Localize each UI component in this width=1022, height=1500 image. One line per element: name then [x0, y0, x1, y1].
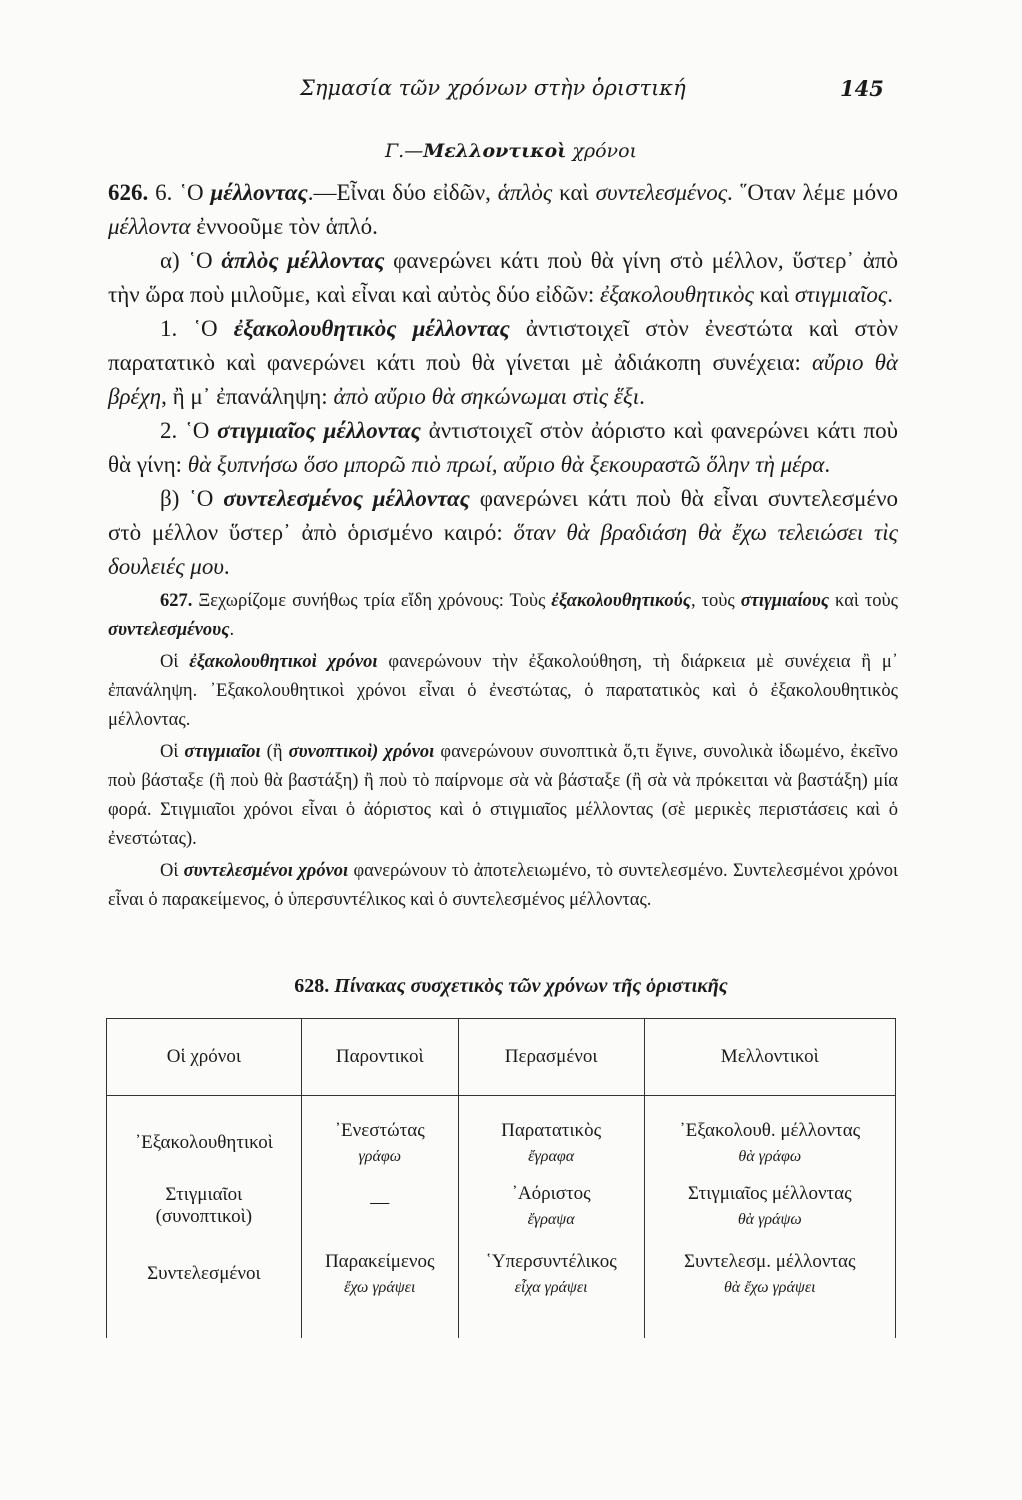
text-run: . — [824, 452, 831, 477]
text-run: 6. ῾Ο — [148, 180, 211, 205]
header-cell: Περασμένοι — [458, 1019, 644, 1096]
tense-name: ᾽Εξακολουθ. μέλλοντας — [679, 1120, 861, 1141]
term: στιγμιαῖος μέλλοντας — [217, 418, 421, 443]
term: συντελεσμένοι χρόνοι — [183, 861, 349, 881]
tense-name: ᾽Ενεστώτας — [334, 1120, 425, 1141]
text-run: καὶ — [552, 180, 596, 205]
text-run: ἀντιστοιχεῖ στὸν ἀόριστο καὶ φανερώνει κάτι ποὺ θὰ γίνη: — [108, 418, 898, 477]
term: στιγμιαῖοι — [184, 742, 261, 762]
row-label: Συντελεσμένοι — [147, 1263, 261, 1284]
header-cell: Μελλοντικοὶ — [644, 1019, 895, 1096]
text-run: φανερώνουν τὸ ἀποτελειωμένο, τὸ συντελεσμένο. Συντελεσμένοι χρόνοι εἶναι ὁ παρακείμενος, ὁ ὑπερσυντέλικος καὶ ὁ συντελεσμένος μέλλοντας. — [108, 861, 898, 910]
paragraph-627-perfect — [108, 857, 898, 915]
example: ἀπὸ αὔριο θὰ σηκώνωμαι στὶς ἕξι — [333, 384, 640, 409]
paragraph-2 — [108, 414, 898, 482]
text-run: καὶ — [753, 282, 795, 307]
text-run: Οἱ — [160, 742, 185, 762]
table-row — [107, 1240, 896, 1338]
term: στιγμιαῖος — [794, 282, 888, 307]
paragraph-627 — [108, 587, 898, 645]
table-cell — [301, 1096, 458, 1173]
tense-example: θὰ γράφω — [738, 1148, 802, 1165]
tense-name: Συντελεσμ. μέλλοντας — [683, 1251, 856, 1272]
table-caption — [0, 975, 1022, 998]
text-run: . — [223, 554, 230, 579]
table-cell — [458, 1096, 644, 1173]
running-head-title: Σημασία τῶν χρόνων στὴν ὁριστική — [300, 76, 686, 100]
term: μέλλοντας — [210, 180, 308, 205]
table-cell — [301, 1172, 458, 1240]
table-cell — [301, 1240, 458, 1338]
table-row — [107, 1172, 896, 1240]
running-head — [0, 76, 1022, 106]
table-cell — [458, 1172, 644, 1240]
body-text — [108, 176, 898, 915]
term: συντελεσμένους — [108, 620, 230, 640]
section-heading-prefix: Γ.— — [384, 140, 424, 162]
example: θὰ ξυπνήσω ὅσο μπορῶ πιὸ πρωί, αὔριο θὰ ξεκουραστῶ ὅλην τὴ μέρα — [187, 452, 825, 477]
text-run: .—Εἶναι δύο εἰδῶν, — [307, 180, 498, 205]
text-run: 2. ῾Ο — [160, 418, 218, 443]
section-heading — [0, 140, 1022, 162]
term: ἐξακολουθητικὸς — [600, 282, 754, 307]
table-cell — [644, 1240, 895, 1338]
row-label-cell — [107, 1240, 302, 1338]
tense-example: ἔγραφα — [528, 1148, 575, 1165]
table-header-row — [107, 1019, 896, 1096]
term: συνοπτικοὶ) — [288, 742, 379, 762]
text-run: ἀντιστοιχεῖ στὸν ἐνεστώτα καὶ στὸν παρατατικὸ καὶ φανερώνει κάτι ποὺ θὰ γίνεται μὲ ἀδιάκοπη συνέχεια: — [108, 316, 898, 375]
section-heading-bold: Μελλοντικοὶ — [423, 140, 567, 162]
term: συντελεσμένος μέλλοντας — [223, 486, 470, 511]
header-cell: Οἱ χρόνοι — [107, 1019, 302, 1096]
term: ἐξακολουθητικούς — [551, 591, 691, 611]
term: χρόνοι — [384, 742, 435, 762]
term: συντελεσμένος — [595, 180, 728, 205]
text-run: καὶ τοὺς — [829, 591, 899, 611]
tense-name: — — [370, 1192, 390, 1213]
text-run: Οἱ — [160, 652, 190, 672]
row-label-cell — [107, 1096, 302, 1173]
example: ὅταν θὰ βραδιάση θὰ ἔχω τελειώσει τὶς δουλειές μου — [108, 520, 898, 579]
tense-example: γράφω — [358, 1148, 401, 1165]
tense-table — [106, 1018, 896, 1338]
text-run: Οἱ — [160, 861, 184, 881]
text-run: . — [639, 384, 645, 409]
text-run: φανερώνουν τὴν ἐξακολούθηση, τὴ διάρκεια μὲ συνέχεια ἢ μ᾽ ἐπανάληψη. ᾽Εξακολουθητικοὶ χρόνοι εἶναι ὁ ἐνεστώτας, ὁ παρατατικὸς καὶ ὁ ἐξακολουθητικὸς μέλλοντας. — [108, 652, 899, 730]
tense-name: Στιγμιαῖος μέλλοντας — [687, 1183, 852, 1204]
table-cell — [644, 1172, 895, 1240]
row-label: ᾽Εξακολουθητικοὶ — [134, 1132, 273, 1153]
text-run: , ἢ μ᾽ ἐπανάληψη: — [161, 384, 334, 409]
tense-name: ᾽Αόριστος — [511, 1183, 591, 1204]
table-cell — [458, 1240, 644, 1338]
term: μέλλοντα — [108, 214, 191, 239]
term: ἐξακολουθητικοὶ χρόνοι — [189, 652, 378, 672]
tense-example: εἶχα γράψει — [514, 1279, 588, 1296]
section-heading-rest: χρόνοι — [566, 140, 637, 162]
text-run: φανερώνει κάτι ποὺ θὰ εἶναι συντελεσμένο στὸ μέλλον ὕστερ᾽ ἀπὸ ὁρισμένο καιρό: — [108, 486, 898, 545]
term: ἁπλὸς μέλλοντας — [221, 248, 385, 273]
tense-name: Παρακείμενος — [324, 1251, 435, 1272]
paragraph-alpha — [108, 244, 898, 312]
section-number: 626. — [108, 180, 149, 205]
text-run: 1. ῾Ο — [160, 316, 234, 341]
term: ἐξακολουθητικὸς μέλλοντας — [233, 316, 510, 341]
tense-name: ῾Υπερσυντέλικος — [485, 1251, 617, 1272]
caption-title: Πίνακας συσχετικὸς τῶν χρόνων τῆς ὁριστικῆς — [334, 975, 728, 997]
paragraph-beta — [108, 482, 898, 584]
table-cell — [644, 1096, 895, 1173]
row-label: Στιγμιαῖοι — [165, 1184, 243, 1205]
row-label-sub: (συνοπτικοὶ) — [155, 1206, 253, 1227]
text-run: . ῞Οταν λέμε μόνο — [727, 180, 898, 205]
term: στιγμιαίους — [740, 591, 830, 611]
text-run: ἐννοοῦμε τὸν ἁπλό. — [190, 214, 378, 239]
text-run: φανερώνουν συνοπτικὰ ὅ,τι ἔγινε, συνολικὰ ἰδωμένο, ἐκεῖνο ποὺ βάσταξε (ἢ ποὺ θὰ βαστάξη) ἢ ποὺ τὸ παίρνομε σὰ νὰ βάσταξε (ἢ σὰ νὰ πρόκειται νὰ βαστάξη) μία φορά. Στιγμιαῖοι χρόνοι εἶναι ὁ ἀόριστος καὶ ὁ στιγμιαῖος μέλλοντας (σὲ μερικὲς περιστάσεις καὶ ὁ ἐνεστώτας). — [108, 742, 899, 849]
text-run: β) ῾Ο — [160, 486, 224, 511]
paragraph-627-aorist — [108, 738, 898, 854]
tense-example: θὰ ἔχω γράψει — [723, 1279, 816, 1296]
header-cell: Παροντικοὶ — [301, 1019, 458, 1096]
term: ἁπλὸς — [497, 180, 553, 205]
paragraph-626 — [108, 176, 898, 244]
text-run: , τοὺς — [690, 591, 741, 611]
text-run: (ἢ — [260, 742, 289, 762]
text-run: . — [229, 620, 235, 640]
tense-example: ἔγραψα — [527, 1211, 575, 1228]
paragraph-1 — [108, 312, 898, 414]
tense-example: θὰ γράψω — [737, 1211, 802, 1228]
paragraph-627-continuous — [108, 648, 898, 735]
tense-name: Παρατατικὸς — [501, 1120, 602, 1141]
table-row — [107, 1096, 896, 1173]
text-run: Ξεχωρίζομε συνήθως τρία εἴδη χρόνους: Τοὺς — [192, 591, 552, 611]
example: αὔριο θὰ βρέχη — [108, 350, 898, 409]
text-run: . — [887, 282, 893, 307]
row-label-cell — [107, 1172, 302, 1240]
section-number: 628. — [294, 975, 330, 997]
text-run: α) ῾Ο — [160, 248, 222, 273]
page-number: 145 — [840, 76, 884, 101]
section-number: 627. — [160, 591, 193, 611]
tense-example: ἔχω γράψει — [344, 1279, 416, 1296]
text-run: φανερώνει κάτι ποὺ θὰ γίνη στὸ μέλλον, ὕστερ᾽ ἀπὸ τὴν ὥρα ποὺ μιλοῦμε, καὶ εἶναι καὶ αὐτὸς δύο εἰδῶν: — [108, 248, 899, 307]
